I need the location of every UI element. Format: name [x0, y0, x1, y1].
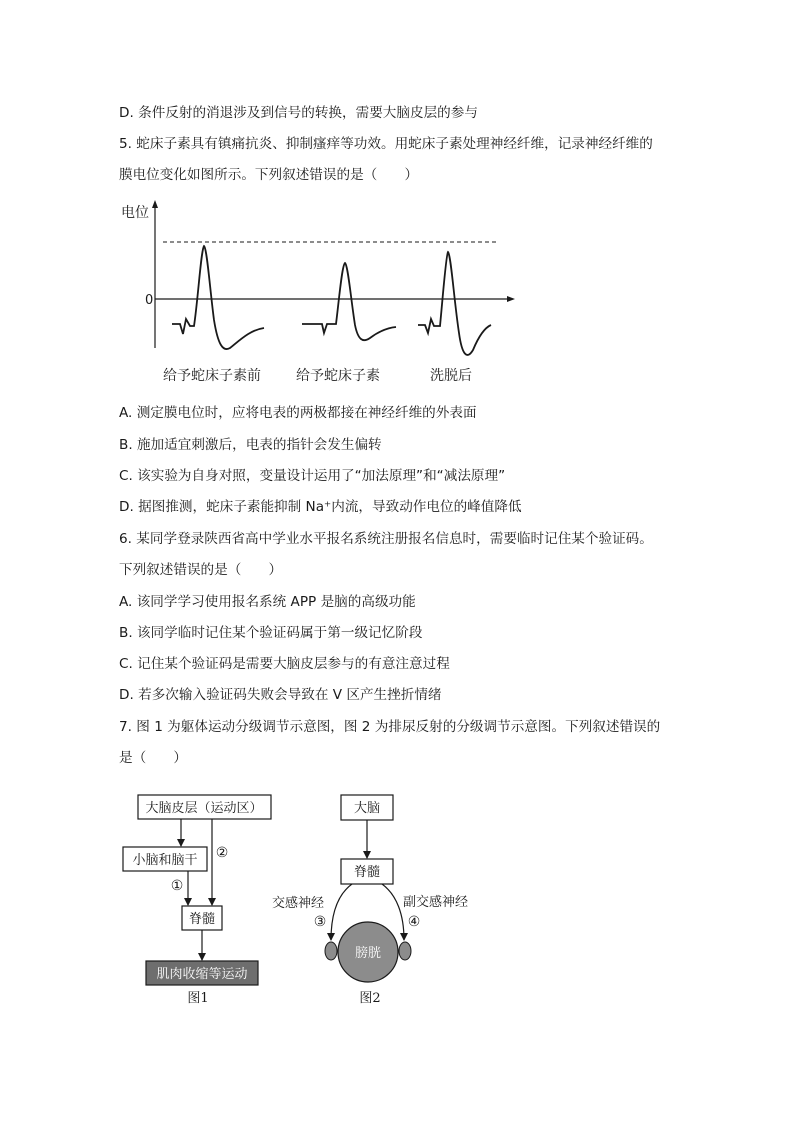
q4-option-d: D. 条件反射的消退涉及到信号的转换，需要大脑皮层的参与 — [119, 105, 478, 121]
q7-stem-line2: 是（ ） — [119, 750, 187, 766]
fig2-caption: 图2 — [359, 991, 381, 1006]
q7-stem-line1: 7. 图 1 为躯体运动分级调节示意图，图 2 为排尿反射的分级调节示意图。下列叙述错误的 — [119, 719, 661, 735]
q6-option-b: B. 该同学临时记住某个验证码属于第一级记忆阶段 — [119, 625, 423, 641]
y-axis-arrow — [152, 200, 158, 208]
left-nerve-ending — [325, 942, 337, 960]
cerebellum-label: 小脑和脑干 — [132, 853, 198, 868]
spinal-label: 脊髓 — [188, 912, 216, 927]
figure-1-motor-regulation — [110, 788, 280, 1010]
brain-label: 大脑 — [353, 801, 381, 816]
q6-option-c: C. 记住某个验证码是需要大脑皮层参与的有意注意过程 — [119, 656, 450, 672]
q6-option-a: A. 该同学学习使用报名系统 APP 是脑的高级功能 — [119, 594, 416, 610]
q5-option-c: C. 该实验为自身对照，变量设计运用了“加法原理”和“减法原理” — [119, 468, 506, 484]
right-nerve-ending — [399, 942, 411, 960]
x-axis-arrow — [507, 296, 515, 302]
q5-option-a: A. 测定膜电位时，应将电表的两极都接在神经纤维的外表面 — [119, 405, 477, 421]
fig1-caption: 图1 — [187, 991, 209, 1006]
trace-after — [418, 252, 491, 355]
zero-label: 0 — [145, 293, 154, 308]
cortex-label: 大脑皮层（运动区） — [145, 801, 263, 816]
q6-stem-line2: 下列叙述错误的是（ ） — [119, 562, 283, 578]
q5-option-d: D. 据图推测，蛇床子素能抑制 Na⁺内流，导致动作电位的峰值降低 — [119, 499, 522, 515]
label-after: 洗脱后 — [430, 368, 472, 384]
membrane-potential-graph — [120, 196, 530, 392]
q6-option-d: D. 若多次输入验证码失败会导致在 V 区产生挫折情绪 — [119, 687, 442, 703]
path1-label: ① — [170, 878, 184, 894]
trace-during — [302, 263, 396, 340]
label-before: 给予蛇床子素前 — [163, 368, 261, 384]
path4-label: ④ — [407, 914, 421, 930]
parasympathetic-label: 副交感神经 — [403, 895, 469, 910]
bladder-label: 膀胱 — [354, 946, 382, 961]
q5-option-b: B. 施加适宜刺激后，电表的指针会发生偏转 — [119, 437, 382, 453]
graph-y-label: 电位 — [121, 205, 149, 221]
q6-stem-line1: 6. 某同学登录陕西省高中学业水平报名系统注册报名信息时，需要临时记住某个验证码。 — [119, 531, 653, 547]
path3-label: ③ — [313, 914, 327, 930]
spinal-label-2: 脊髓 — [353, 865, 381, 880]
path2-label: ② — [215, 845, 229, 861]
trace-before — [172, 246, 264, 349]
sympathetic-label: 交感神经 — [272, 896, 325, 911]
muscle-label: 肌肉收缩等运动 — [156, 967, 248, 982]
figure-2-micturition-regulation — [265, 788, 490, 1010]
label-during: 给予蛇床子素 — [296, 368, 380, 384]
q5-stem-line2: 膜电位变化如图所示。下列叙述错误的是（ ） — [119, 167, 419, 183]
q5-stem-line1: 5. 蛇床子素具有镇痛抗炎、抑制瘙痒等功效。用蛇床子素处理神经纤维，记录神经纤维的 — [119, 136, 653, 152]
